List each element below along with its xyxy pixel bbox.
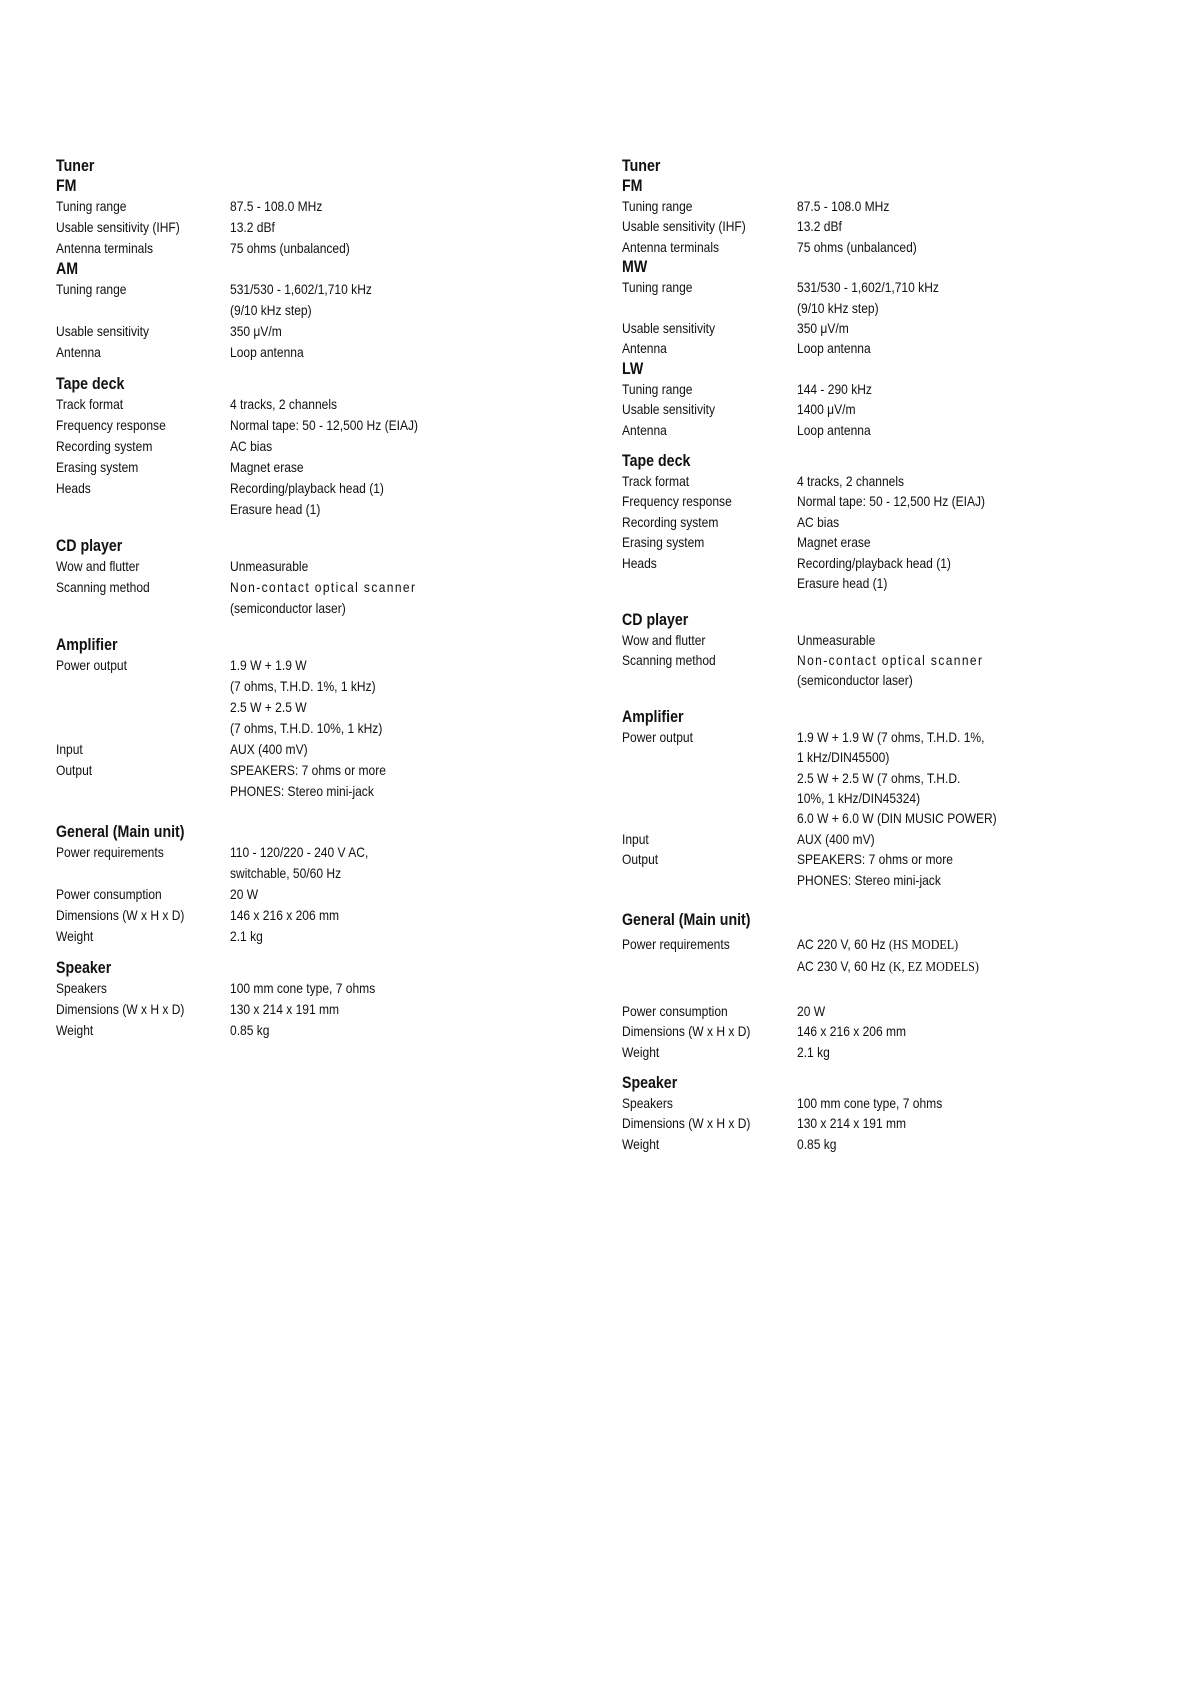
spec-value-line: Non-contact optical scanner	[230, 579, 417, 595]
spec-label: Input	[622, 830, 649, 847]
spec-value	[230, 415, 449, 436]
spec-value-line: 350 μV/m	[230, 323, 282, 339]
spec-value-line: 0.85 kg	[230, 1022, 270, 1038]
spec-row	[56, 999, 576, 1020]
spec-label: Antenna terminals	[622, 238, 720, 255]
spec-label: Usable sensitivity	[622, 320, 716, 337]
spec-column-right	[622, 156, 1162, 1154]
spec-label: Track format	[56, 396, 124, 412]
spec-label: Power consumption	[56, 886, 162, 902]
spec-value-line: Loop antenna	[797, 421, 871, 438]
spec-label: Tuning range	[622, 279, 693, 296]
speaker-section	[56, 958, 576, 1041]
spec-row	[622, 420, 1162, 440]
spec-value-line: Loop antenna	[230, 344, 304, 360]
spec-value	[230, 478, 409, 520]
spec-value	[797, 532, 883, 552]
spec-label: Weight	[56, 1022, 94, 1038]
spec-value-line: Recording/playback head (1)	[797, 554, 951, 571]
spec-label: Scanning method	[56, 579, 150, 595]
spec-row	[622, 630, 1162, 650]
spec-value	[230, 999, 357, 1020]
spec-value-line: (7 ohms, T.H.D. 1%, 1 kHz)	[230, 678, 376, 694]
spec-value-line: 10%, 1 kHz/DIN45324)	[797, 789, 921, 806]
spec-row	[56, 926, 576, 947]
cd-player-spec-rows	[622, 630, 1162, 691]
speaker-spec-rows	[56, 978, 576, 1041]
amplifier-spec-rows	[56, 655, 576, 802]
general-spec-rows	[622, 1001, 1162, 1062]
spec-label: Antenna	[622, 340, 667, 357]
spec-row	[622, 399, 1162, 419]
spec-row	[56, 577, 576, 619]
tuner-section	[56, 156, 576, 363]
spec-value	[797, 318, 857, 338]
speaker-spec-rows	[622, 1093, 1162, 1154]
spec-value-line: 531/530 - 1,602/1,710 kHz	[230, 281, 372, 297]
spec-value	[230, 760, 411, 802]
general-section	[56, 822, 576, 947]
spec-value	[797, 553, 976, 594]
subsection-title-fm: FM	[56, 177, 77, 195]
spec-label: Weight	[622, 1043, 660, 1060]
spec-value	[230, 196, 337, 217]
spec-value-line: 1.9 W + 1.9 W (7 ohms, T.H.D. 1%,	[797, 728, 985, 745]
spec-value-line: Recording/playback head (1)	[230, 480, 384, 496]
section-title-cd-player: CD player	[56, 537, 123, 555]
spec-value-line: 531/530 - 1,602/1,710 kHz	[797, 279, 939, 296]
spec-label: Weight	[56, 928, 94, 944]
tape-deck-spec-rows	[56, 394, 576, 520]
spec-value	[230, 842, 391, 884]
spec-value-line: 87.5 - 108.0 MHz	[797, 198, 890, 214]
spec-value	[797, 1042, 835, 1062]
spec-label: Dimensions (W x H x D)	[622, 1115, 751, 1132]
spec-value	[230, 342, 316, 363]
section-title-tape-deck: Tape deck	[56, 375, 125, 393]
spec-row	[56, 394, 576, 415]
spec-value-line: 100 mm cone type, 7 ohms	[230, 980, 376, 996]
spec-label: Wow and flutter	[56, 558, 140, 574]
tape-deck-section	[622, 451, 1162, 593]
spec-value	[230, 978, 399, 999]
spec-value	[230, 436, 279, 457]
spec-value	[797, 379, 884, 399]
spec-value	[797, 630, 888, 650]
spec-label: Speakers	[622, 1095, 673, 1111]
spec-value	[797, 727, 1029, 829]
spec-value-line: Non-contact optical scanner	[797, 651, 984, 668]
spec-row	[56, 842, 576, 884]
cd-player-section	[56, 536, 576, 619]
fm-spec-rows	[56, 196, 576, 259]
spec-value-line	[797, 956, 979, 978]
spec-row	[56, 217, 576, 238]
spec-row	[622, 1001, 1162, 1021]
section-title-general: General (Main unit)	[56, 823, 185, 841]
spec-label: Output	[622, 851, 659, 868]
spec-row	[622, 650, 1162, 691]
spec-value-line: Normal tape: 50 - 12,500 Hz (EIAJ)	[230, 417, 419, 433]
spec-row	[56, 978, 576, 999]
spec-value	[797, 338, 883, 358]
spec-value-line: SPEAKERS: 7 ohms or more	[230, 762, 386, 778]
spec-label: Wow and flutter	[622, 631, 706, 648]
spec-value	[230, 577, 447, 619]
spec-value	[797, 420, 883, 440]
spec-row	[622, 237, 1162, 257]
spec-label: Erasing system	[56, 459, 139, 475]
section-title-speaker: Speaker	[56, 959, 112, 977]
spec-value-line: 350 μV/m	[797, 320, 849, 337]
spec-value-line: 130 x 214 x 191 mm	[230, 1001, 340, 1017]
spec-column-left	[56, 156, 576, 1041]
spec-row	[56, 436, 576, 457]
spec-value	[797, 1134, 843, 1154]
spec-label: Tuning range	[622, 198, 693, 214]
tuner-section	[622, 156, 1162, 440]
power-requirement-k-ez: AC 230 V, 60 Hz	[797, 958, 886, 975]
spec-value-line: 20 W	[230, 886, 259, 902]
spec-value-line: (semiconductor laser)	[797, 672, 913, 689]
spec-value-line: SPEAKERS: 7 ohms or more	[797, 851, 953, 868]
spec-value-line: AUX (400 mV)	[230, 741, 308, 757]
spec-row	[56, 556, 576, 577]
spec-value	[797, 471, 922, 491]
spec-value-line: 75 ohms (unbalanced)	[797, 238, 917, 255]
spec-value-line: 110 - 120/220 - 240 V AC,	[230, 844, 369, 860]
spec-label: Usable sensitivity (IHF)	[56, 219, 180, 235]
spec-value-line: Unmeasurable	[797, 631, 876, 648]
spec-label: Frequency response	[56, 417, 166, 433]
spec-value	[230, 457, 316, 478]
spec-value-line: PHONES: Stereo mini-jack	[797, 871, 941, 888]
spec-value	[797, 399, 865, 419]
spec-value-line	[797, 934, 979, 956]
spec-label: Scanning method	[622, 651, 716, 668]
spec-value	[797, 650, 1014, 691]
amplifier-section	[56, 635, 576, 802]
spec-value-line: 4 tracks, 2 channels	[230, 396, 338, 412]
spec-row	[622, 196, 1162, 216]
cd-player-section	[622, 610, 1162, 691]
spec-value	[797, 829, 887, 849]
spec-row	[56, 342, 576, 363]
subsection-title-am: AM	[56, 260, 79, 278]
spec-row	[622, 491, 1162, 511]
spec-value-line: 20 W	[797, 1002, 826, 1019]
spec-value	[230, 279, 395, 321]
spec-value-line: Erasure head (1)	[797, 575, 888, 592]
spec-row	[56, 655, 576, 739]
spec-row	[622, 553, 1162, 594]
section-title-tuner: Tuner	[56, 157, 95, 175]
spec-label: Tuning range	[56, 198, 127, 214]
spec-value	[230, 321, 290, 342]
spec-value	[797, 1021, 924, 1041]
spec-value-line: 1.9 W + 1.9 W	[230, 657, 307, 673]
spec-label: Heads	[56, 480, 91, 496]
spec-row	[622, 1093, 1162, 1113]
spec-value	[797, 934, 1009, 979]
spec-value-line: PHONES: Stereo mini-jack	[230, 783, 374, 799]
spec-row	[622, 1134, 1162, 1154]
spec-value-line: Magnet erase	[797, 534, 871, 551]
spec-value	[797, 216, 849, 236]
spec-label: Power requirements	[622, 935, 730, 952]
spec-value-line: 4 tracks, 2 channels	[797, 473, 905, 490]
amplifier-spec-rows	[622, 727, 1162, 890]
spec-row-power-requirements	[622, 934, 1162, 979]
spec-value	[230, 926, 268, 947]
subsection-title-lw: LW	[622, 359, 644, 378]
spec-value	[230, 884, 263, 905]
section-title-tuner: Tuner	[622, 157, 661, 175]
spec-label: Erasing system	[622, 534, 705, 551]
spec-value-line: 2.1 kg	[230, 928, 263, 944]
spec-row	[622, 1042, 1162, 1062]
spec-value-line: 2.5 W + 2.5 W (7 ohms, T.H.D.	[797, 769, 961, 786]
spec-label: Antenna	[622, 421, 667, 438]
spec-label: Antenna terminals	[56, 240, 154, 256]
spec-value-line: 130 x 214 x 191 mm	[797, 1115, 907, 1132]
spec-row	[56, 1020, 576, 1041]
tape-deck-spec-rows	[622, 471, 1162, 593]
spec-row	[622, 216, 1162, 236]
spec-value-line: 2.1 kg	[797, 1043, 830, 1060]
spec-label: Speakers	[56, 980, 107, 996]
spec-row	[56, 196, 576, 217]
spec-label: Power requirements	[56, 844, 164, 860]
spec-value-line: 0.85 kg	[797, 1135, 837, 1152]
spec-value	[797, 196, 904, 216]
spec-row	[622, 829, 1162, 849]
spec-label: Dimensions (W x H x D)	[622, 1023, 751, 1040]
spec-row	[622, 727, 1162, 829]
spec-row	[56, 415, 576, 436]
section-title-amplifier: Amplifier	[56, 636, 118, 654]
spec-value-line: 75 ohms (unbalanced)	[230, 240, 350, 256]
general-spec-rows	[56, 842, 576, 947]
section-title-tape-deck: Tape deck	[622, 452, 691, 471]
spec-value	[797, 1113, 924, 1133]
spec-value-line: AUX (400 mV)	[797, 830, 875, 847]
spec-label: Power consumption	[622, 1002, 728, 1019]
spec-row	[56, 238, 576, 259]
spec-row	[56, 279, 576, 321]
spec-value	[797, 237, 936, 257]
spec-value	[797, 512, 846, 532]
spec-label: Dimensions (W x H x D)	[56, 907, 185, 923]
subsection-title-mw: MW	[622, 258, 648, 277]
spec-row	[622, 1113, 1162, 1133]
section-title-cd-player: CD player	[622, 610, 689, 629]
spec-row	[622, 338, 1162, 358]
spec-label: Power output	[622, 728, 693, 745]
spec-value	[797, 277, 962, 318]
amplifier-section	[622, 707, 1162, 890]
spec-value-line: 13.2 dBf	[797, 218, 842, 235]
spec-value-line: Unmeasurable	[230, 558, 309, 574]
spec-value	[797, 849, 978, 890]
section-title-general: General (Main unit)	[622, 910, 751, 929]
spec-value-line: Erasure head (1)	[230, 501, 321, 517]
cd-player-spec-rows	[56, 556, 576, 619]
spec-value-line: Loop antenna	[797, 340, 871, 357]
spec-label: Tuning range	[56, 281, 127, 297]
spec-value	[230, 238, 369, 259]
spec-value-line: 87.5 - 108.0 MHz	[230, 198, 323, 214]
spec-row	[56, 760, 576, 802]
spec-value-line: (9/10 kHz step)	[230, 302, 312, 318]
spec-row	[622, 532, 1162, 552]
section-title-speaker: Speaker	[622, 1074, 678, 1092]
power-requirement-hs: AC 220 V, 60 Hz	[797, 935, 886, 952]
spec-value-line: 6.0 W + 6.0 W (DIN MUSIC POWER)	[797, 810, 997, 827]
spec-value-line: AC bias	[797, 513, 840, 530]
spec-label: Tuning range	[622, 380, 693, 397]
spec-value-line: switchable, 50/60 Hz	[230, 865, 342, 881]
spec-row	[56, 905, 576, 926]
spec-row	[622, 1021, 1162, 1041]
spec-value	[797, 491, 1016, 511]
spec-row	[56, 457, 576, 478]
spec-label: Track format	[622, 473, 690, 490]
spec-label: Antenna	[56, 344, 101, 360]
spec-value-line: 100 mm cone type, 7 ohms	[797, 1095, 943, 1111]
am-spec-rows	[56, 279, 576, 363]
spec-value-line: 144 - 290 kHz	[797, 380, 872, 397]
spec-row	[622, 849, 1162, 890]
spec-value	[230, 905, 357, 926]
spec-label: Output	[56, 762, 93, 778]
spec-value-line: 13.2 dBf	[230, 219, 275, 235]
tape-deck-section	[56, 374, 576, 520]
spec-value-line: (semiconductor laser)	[230, 600, 346, 616]
spec-value-line: 146 x 216 x 206 mm	[797, 1023, 907, 1040]
spec-row	[622, 471, 1162, 491]
section-title-amplifier: Amplifier	[622, 707, 684, 726]
spec-row	[622, 379, 1162, 399]
general-section	[622, 910, 1162, 1062]
spec-label: Usable sensitivity	[56, 323, 150, 339]
spec-value-line: 1 kHz/DIN45500)	[797, 749, 890, 766]
spec-label: Usable sensitivity	[622, 401, 716, 418]
spec-value-line: (7 ohms, T.H.D. 10%, 1 kHz)	[230, 720, 383, 736]
lw-spec-rows	[622, 379, 1162, 440]
spec-row	[56, 884, 576, 905]
spec-value	[797, 1093, 966, 1113]
spec-row	[622, 318, 1162, 338]
spec-label: Recording system	[56, 438, 153, 454]
spec-label: Heads	[622, 554, 657, 571]
spec-label: Recording system	[622, 513, 719, 530]
spec-value	[797, 1001, 830, 1021]
spec-row	[56, 739, 576, 760]
spec-value-line: Normal tape: 50 - 12,500 Hz (EIAJ)	[797, 493, 986, 510]
spec-label: Dimensions (W x H x D)	[56, 1001, 185, 1017]
spec-row	[622, 277, 1162, 318]
spec-label: Power output	[56, 657, 127, 673]
power-requirement-k-ez-models: (K, EZ MODELS)	[888, 960, 979, 976]
spec-value	[230, 655, 407, 739]
spec-value-line: AC bias	[230, 438, 273, 454]
spec-label: Frequency response	[622, 493, 732, 510]
power-requirement-hs-model: (HS MODEL)	[888, 937, 959, 953]
spec-row	[622, 512, 1162, 532]
mw-spec-rows	[622, 277, 1162, 359]
spec-row	[56, 478, 576, 520]
speaker-section	[622, 1073, 1162, 1154]
spec-value-line: 1400 μV/m	[797, 401, 856, 418]
spec-value-line: 146 x 216 x 206 mm	[230, 907, 340, 923]
spec-value	[230, 739, 320, 760]
spec-value	[230, 394, 355, 415]
subsection-title-fm: FM	[622, 177, 643, 195]
spec-label: Usable sensitivity (IHF)	[622, 218, 746, 235]
spec-row	[56, 321, 576, 342]
spec-value	[230, 556, 321, 577]
spec-value	[230, 1020, 276, 1041]
spec-label: Input	[56, 741, 83, 757]
spec-value-line: 2.5 W + 2.5 W	[230, 699, 307, 715]
spec-value-line: (9/10 kHz step)	[797, 299, 879, 316]
spec-value-line: Magnet erase	[230, 459, 304, 475]
spec-label: Weight	[622, 1135, 660, 1152]
spec-value	[230, 217, 282, 238]
fm-spec-rows	[622, 196, 1162, 257]
